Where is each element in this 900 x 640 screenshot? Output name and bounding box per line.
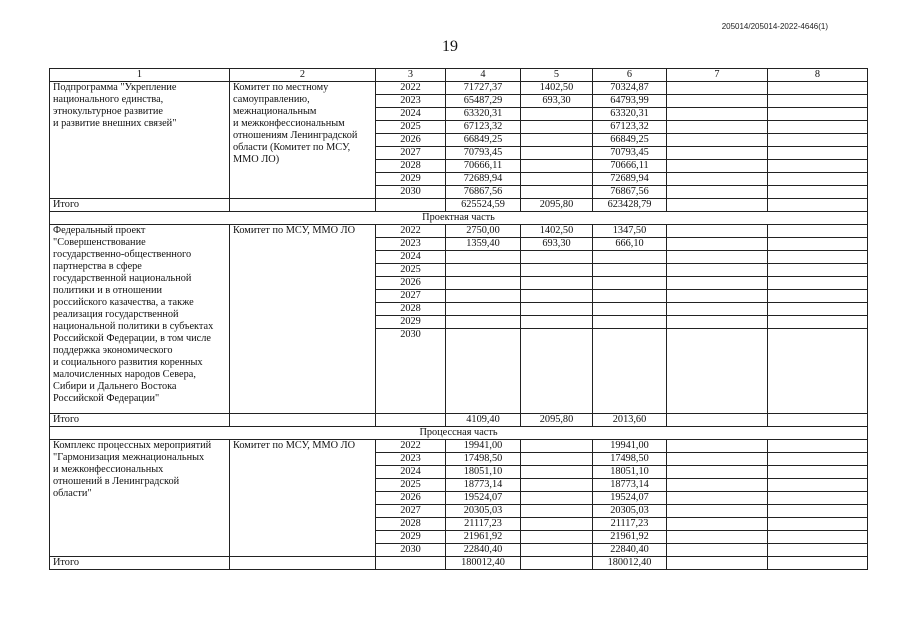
col8-cell bbox=[768, 329, 868, 414]
total-sum-cell: 625524,59 bbox=[446, 199, 521, 212]
total-federal-cell bbox=[521, 557, 593, 570]
total-federal-cell: 2095,80 bbox=[521, 414, 593, 427]
executor-line: области (Комитет по МСУ, bbox=[233, 142, 351, 153]
program-name-line: государственной национальной bbox=[53, 273, 192, 284]
col7-cell bbox=[667, 505, 768, 518]
program-name-line: Российской Федерации, в том числе bbox=[53, 333, 211, 344]
year-cell: 2029 bbox=[376, 316, 446, 329]
col7-cell bbox=[667, 544, 768, 557]
program-name-line: национального единства, bbox=[53, 94, 164, 105]
col8-cell bbox=[768, 440, 868, 453]
regional-cell: 63320,31 bbox=[593, 108, 667, 121]
year-cell: 2022 bbox=[376, 82, 446, 95]
total-cell: 2750,00 bbox=[446, 225, 521, 238]
year-cell: 2023 bbox=[376, 453, 446, 466]
column-header: 8 bbox=[768, 69, 868, 82]
federal-cell bbox=[521, 492, 593, 505]
year-cell: 2026 bbox=[376, 492, 446, 505]
regional-cell: 19524,07 bbox=[593, 492, 667, 505]
regional-cell: 19941,00 bbox=[593, 440, 667, 453]
year-cell: 2022 bbox=[376, 440, 446, 453]
program-name-line: государственно-общественного bbox=[53, 249, 192, 260]
col8-cell bbox=[768, 264, 868, 277]
regional-cell: 21117,23 bbox=[593, 518, 667, 531]
total-cell: 63320,31 bbox=[446, 108, 521, 121]
program-name-line: малочисленных народов Севера, bbox=[53, 369, 196, 380]
col7-cell bbox=[667, 303, 768, 316]
executor-line: ММО ЛО) bbox=[233, 154, 280, 165]
executor-name bbox=[230, 440, 376, 557]
regional-cell: 20305,03 bbox=[593, 505, 667, 518]
col7-cell bbox=[667, 518, 768, 531]
year-cell: 2024 bbox=[376, 466, 446, 479]
col7-cell bbox=[667, 108, 768, 121]
regional-cell: 21961,92 bbox=[593, 531, 667, 544]
executor-line: самоуправлению, bbox=[233, 94, 310, 105]
program-name-line: и межконфессиональных bbox=[53, 464, 164, 475]
total-federal-cell: 2095,80 bbox=[521, 199, 593, 212]
program-name-line: реализация государственной bbox=[53, 309, 179, 320]
regional-cell bbox=[593, 290, 667, 303]
document-id: 205014/205014-2022-4646(1) bbox=[721, 22, 828, 31]
year-cell: 2030 bbox=[376, 544, 446, 557]
total-executor-cell bbox=[230, 414, 376, 427]
section-title: Проектная часть bbox=[50, 212, 868, 225]
col8-cell bbox=[768, 544, 868, 557]
federal-cell bbox=[521, 173, 593, 186]
col8-cell bbox=[768, 147, 868, 160]
col7-cell bbox=[667, 95, 768, 108]
col7-cell bbox=[667, 479, 768, 492]
federal-cell bbox=[521, 160, 593, 173]
federal-cell bbox=[521, 251, 593, 264]
regional-cell: 70666,11 bbox=[593, 160, 667, 173]
total-regional-cell: 623428,79 bbox=[593, 199, 667, 212]
program-name-line: и развитие внешних связей" bbox=[53, 118, 177, 129]
col7-cell bbox=[667, 277, 768, 290]
year-cell: 2026 bbox=[376, 277, 446, 290]
col7-cell bbox=[667, 160, 768, 173]
program-name-line: и социального развития коренных bbox=[53, 357, 203, 368]
federal-cell bbox=[521, 264, 593, 277]
program-name-line: Федеральный проект bbox=[53, 225, 146, 236]
col7-cell bbox=[667, 466, 768, 479]
federal-cell bbox=[521, 290, 593, 303]
total-cell: 18773,14 bbox=[446, 479, 521, 492]
col7-cell bbox=[667, 186, 768, 199]
col8-cell bbox=[768, 186, 868, 199]
year-cell: 2023 bbox=[376, 238, 446, 251]
regional-cell bbox=[593, 264, 667, 277]
col7-cell bbox=[667, 147, 768, 160]
header-row bbox=[50, 69, 868, 82]
year-cell: 2025 bbox=[376, 479, 446, 492]
column-header: 1 bbox=[50, 69, 230, 82]
federal-cell bbox=[521, 329, 593, 414]
total-cell: 66849,25 bbox=[446, 134, 521, 147]
federal-cell bbox=[521, 518, 593, 531]
col7-cell bbox=[667, 492, 768, 505]
col8-cell bbox=[768, 492, 868, 505]
col8-cell bbox=[768, 479, 868, 492]
program-name-line: Подпрограмма "Укрепление bbox=[53, 82, 177, 93]
col7-cell bbox=[667, 440, 768, 453]
year-cell: 2028 bbox=[376, 160, 446, 173]
total-cell bbox=[446, 303, 521, 316]
federal-cell bbox=[521, 134, 593, 147]
federal-cell bbox=[521, 479, 593, 492]
program-name-line: Российской Федерации" bbox=[53, 393, 160, 404]
total-cell: 21117,23 bbox=[446, 518, 521, 531]
col8-cell bbox=[768, 505, 868, 518]
program-name-line: области" bbox=[53, 488, 92, 499]
table-row bbox=[50, 440, 868, 453]
regional-cell: 64793,99 bbox=[593, 95, 667, 108]
total-cell: 71727,37 bbox=[446, 82, 521, 95]
federal-cell bbox=[521, 108, 593, 121]
regional-cell: 70793,45 bbox=[593, 147, 667, 160]
total-cell bbox=[446, 277, 521, 290]
column-header: 6 bbox=[593, 69, 667, 82]
year-cell: 2028 bbox=[376, 303, 446, 316]
executor-line: и межконфессиональным bbox=[233, 118, 345, 129]
total-cell: 70666,11 bbox=[446, 160, 521, 173]
total-col8-cell bbox=[768, 557, 868, 570]
column-header: 2 bbox=[230, 69, 376, 82]
col7-cell bbox=[667, 316, 768, 329]
federal-cell bbox=[521, 453, 593, 466]
executor-line: Комитет по МСУ, ММО ЛО bbox=[233, 225, 356, 236]
federal-cell bbox=[521, 121, 593, 134]
total-regional-cell: 2013,60 bbox=[593, 414, 667, 427]
col8-cell bbox=[768, 160, 868, 173]
section-title-row bbox=[50, 427, 868, 440]
regional-cell: 76867,56 bbox=[593, 186, 667, 199]
program-name bbox=[50, 82, 230, 199]
regional-cell: 18773,14 bbox=[593, 479, 667, 492]
year-cell: 2029 bbox=[376, 173, 446, 186]
executor-line: отношениям Ленинградской bbox=[233, 130, 358, 141]
col8-cell bbox=[768, 134, 868, 147]
year-cell: 2028 bbox=[376, 518, 446, 531]
column-header: 3 bbox=[376, 69, 446, 82]
federal-cell bbox=[521, 544, 593, 557]
total-cell: 20305,03 bbox=[446, 505, 521, 518]
total-label: Итого bbox=[50, 414, 230, 427]
federal-cell bbox=[521, 440, 593, 453]
col8-cell bbox=[768, 238, 868, 251]
col8-cell bbox=[768, 290, 868, 303]
col8-cell bbox=[768, 95, 868, 108]
total-cell: 70793,45 bbox=[446, 147, 521, 160]
year-cell: 2027 bbox=[376, 147, 446, 160]
regional-cell: 72689,94 bbox=[593, 173, 667, 186]
total-col7-cell bbox=[667, 557, 768, 570]
col8-cell bbox=[768, 531, 868, 544]
total-year-cell bbox=[376, 199, 446, 212]
program-name-line: политики и в отношении bbox=[53, 285, 162, 296]
col8-cell bbox=[768, 251, 868, 264]
program-name-line: поддержка экономического bbox=[53, 345, 173, 356]
col8-cell bbox=[768, 277, 868, 290]
federal-cell: 1402,50 bbox=[521, 225, 593, 238]
col7-cell bbox=[667, 121, 768, 134]
total-cell: 17498,50 bbox=[446, 453, 521, 466]
year-cell: 2022 bbox=[376, 225, 446, 238]
executor-line: Комитет по МСУ, ММО ЛО bbox=[233, 440, 356, 451]
federal-cell bbox=[521, 531, 593, 544]
executor-line: Комитет по местному bbox=[233, 82, 329, 93]
regional-cell: 67123,32 bbox=[593, 121, 667, 134]
year-cell: 2025 bbox=[376, 121, 446, 134]
total-year-cell bbox=[376, 414, 446, 427]
federal-cell bbox=[521, 505, 593, 518]
col7-cell bbox=[667, 453, 768, 466]
col8-cell bbox=[768, 82, 868, 95]
section-title-row bbox=[50, 212, 868, 225]
total-cell bbox=[446, 316, 521, 329]
col8-cell bbox=[768, 108, 868, 121]
col7-cell bbox=[667, 225, 768, 238]
total-row bbox=[50, 414, 868, 427]
program-name-line: национальной политики в субъектах bbox=[53, 321, 214, 332]
column-header: 4 bbox=[446, 69, 521, 82]
program-name-line: Комплекс процессных мероприятий bbox=[53, 440, 212, 451]
budget-table bbox=[49, 68, 868, 570]
col8-cell bbox=[768, 316, 868, 329]
total-col8-cell bbox=[768, 414, 868, 427]
total-cell bbox=[446, 264, 521, 277]
year-cell: 2027 bbox=[376, 505, 446, 518]
col8-cell bbox=[768, 173, 868, 186]
col7-cell bbox=[667, 329, 768, 414]
regional-cell: 17498,50 bbox=[593, 453, 667, 466]
executor-line: межнациональным bbox=[233, 106, 317, 117]
year-cell: 2030 bbox=[376, 186, 446, 199]
year-cell: 2024 bbox=[376, 108, 446, 121]
regional-cell bbox=[593, 303, 667, 316]
executor-name bbox=[230, 82, 376, 199]
col8-cell bbox=[768, 121, 868, 134]
regional-cell: 66849,25 bbox=[593, 134, 667, 147]
program-name-line: российского казачества, а также bbox=[53, 297, 194, 308]
total-cell bbox=[446, 290, 521, 303]
program-name bbox=[50, 225, 230, 414]
total-cell: 18051,10 bbox=[446, 466, 521, 479]
program-name bbox=[50, 440, 230, 557]
federal-cell: 1402,50 bbox=[521, 82, 593, 95]
total-cell bbox=[446, 251, 521, 264]
col7-cell bbox=[667, 82, 768, 95]
total-cell bbox=[446, 329, 521, 414]
federal-cell bbox=[521, 466, 593, 479]
program-name-line: Сибири и Дальнего Востока bbox=[53, 381, 177, 392]
total-cell: 21961,92 bbox=[446, 531, 521, 544]
regional-cell bbox=[593, 277, 667, 290]
year-cell: 2024 bbox=[376, 251, 446, 264]
regional-cell: 1347,50 bbox=[593, 225, 667, 238]
regional-cell bbox=[593, 251, 667, 264]
col8-cell bbox=[768, 518, 868, 531]
total-col7-cell bbox=[667, 414, 768, 427]
total-sum-cell: 4109,40 bbox=[446, 414, 521, 427]
year-cell: 2025 bbox=[376, 264, 446, 277]
regional-cell: 22840,40 bbox=[593, 544, 667, 557]
total-year-cell bbox=[376, 557, 446, 570]
year-cell: 2026 bbox=[376, 134, 446, 147]
federal-cell bbox=[521, 303, 593, 316]
table-row bbox=[50, 82, 868, 95]
total-cell: 19524,07 bbox=[446, 492, 521, 505]
column-header: 7 bbox=[667, 69, 768, 82]
col8-cell bbox=[768, 225, 868, 238]
program-name-line: партнерства в сфере bbox=[53, 261, 142, 272]
col7-cell bbox=[667, 290, 768, 303]
year-cell: 2030 bbox=[376, 329, 446, 414]
col7-cell bbox=[667, 173, 768, 186]
table-row bbox=[50, 225, 868, 238]
total-cell: 19941,00 bbox=[446, 440, 521, 453]
federal-cell: 693,30 bbox=[521, 238, 593, 251]
col7-cell bbox=[667, 531, 768, 544]
col7-cell bbox=[667, 134, 768, 147]
program-name-line: отношений в Ленинградской bbox=[53, 476, 180, 487]
federal-cell bbox=[521, 316, 593, 329]
federal-cell bbox=[521, 277, 593, 290]
federal-cell: 693,30 bbox=[521, 95, 593, 108]
program-name-line: "Совершенствование bbox=[53, 237, 146, 248]
total-cell: 22840,40 bbox=[446, 544, 521, 557]
program-name-line: "Гармонизация межнациональных bbox=[53, 452, 205, 463]
executor-name bbox=[230, 225, 376, 414]
regional-cell: 70324,87 bbox=[593, 82, 667, 95]
section-title: Процессная часть bbox=[50, 427, 868, 440]
total-cell: 1359,40 bbox=[446, 238, 521, 251]
total-cell: 76867,56 bbox=[446, 186, 521, 199]
total-cell: 72689,94 bbox=[446, 173, 521, 186]
total-label: Итого bbox=[50, 199, 230, 212]
regional-cell bbox=[593, 329, 667, 414]
year-cell: 2029 bbox=[376, 531, 446, 544]
column-header: 5 bbox=[521, 69, 593, 82]
total-cell: 67123,32 bbox=[446, 121, 521, 134]
total-row bbox=[50, 199, 868, 212]
program-name-line: этнокультурное развитие bbox=[53, 106, 163, 117]
regional-cell: 666,10 bbox=[593, 238, 667, 251]
total-regional-cell: 180012,40 bbox=[593, 557, 667, 570]
total-row bbox=[50, 557, 868, 570]
year-cell: 2023 bbox=[376, 95, 446, 108]
col8-cell bbox=[768, 303, 868, 316]
col8-cell bbox=[768, 466, 868, 479]
col7-cell bbox=[667, 238, 768, 251]
total-col7-cell bbox=[667, 199, 768, 212]
col8-cell bbox=[768, 453, 868, 466]
col7-cell bbox=[667, 264, 768, 277]
total-cell: 65487,29 bbox=[446, 95, 521, 108]
regional-cell: 18051,10 bbox=[593, 466, 667, 479]
page-number: 19 bbox=[442, 38, 458, 55]
total-executor-cell bbox=[230, 199, 376, 212]
total-label: Итого bbox=[50, 557, 230, 570]
year-cell: 2027 bbox=[376, 290, 446, 303]
col7-cell bbox=[667, 251, 768, 264]
total-sum-cell: 180012,40 bbox=[446, 557, 521, 570]
total-executor-cell bbox=[230, 557, 376, 570]
total-col8-cell bbox=[768, 199, 868, 212]
federal-cell bbox=[521, 186, 593, 199]
regional-cell bbox=[593, 316, 667, 329]
federal-cell bbox=[521, 147, 593, 160]
